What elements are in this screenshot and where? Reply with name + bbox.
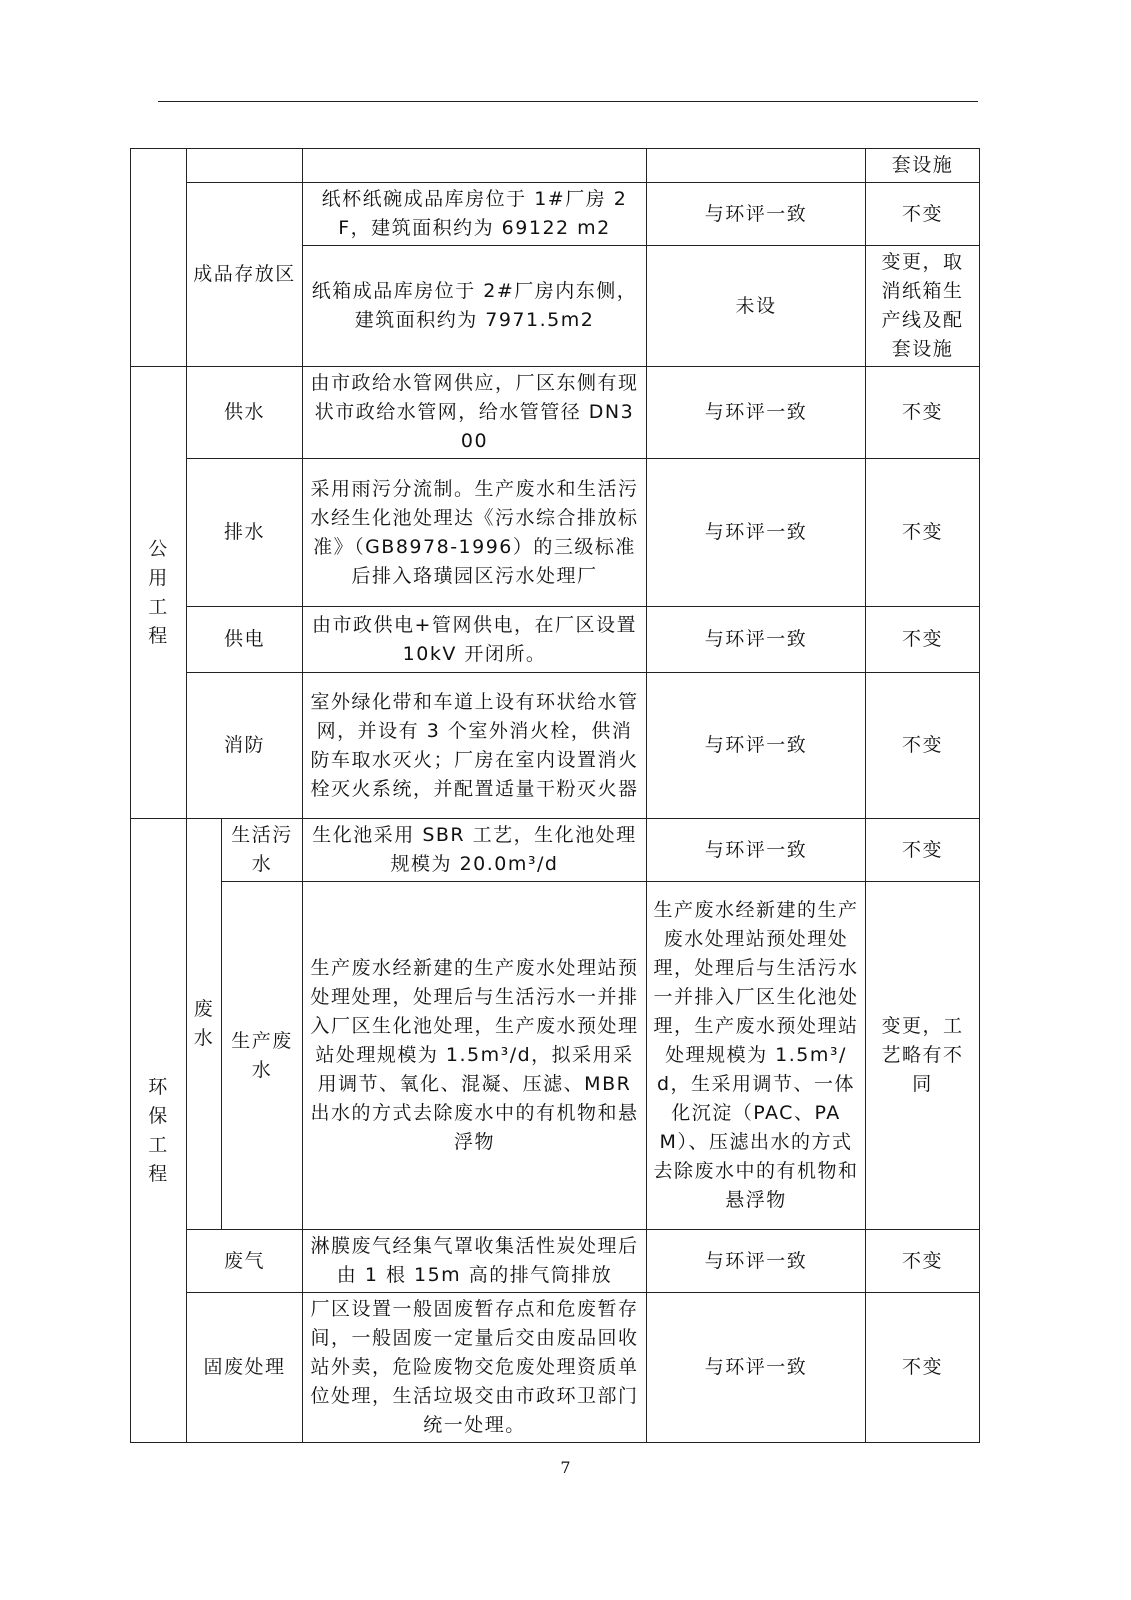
change-cell: 不变: [866, 367, 980, 459]
eia-content-cell: 纸杯纸碗成品库房位于 1#厂房 2F，建筑面积约为 69122 m2: [303, 183, 647, 246]
item-waste-gas: 废气: [187, 1230, 303, 1293]
actual-cell: 与环评一致: [647, 1230, 866, 1293]
change-cell: 不变: [866, 607, 980, 673]
actual-cell: 与环评一致: [647, 183, 866, 246]
actual-cell: 与环评一致: [647, 367, 866, 459]
project-comparison-table: [130, 148, 980, 1443]
actual-cell: 与环评一致: [647, 673, 866, 819]
storage-area-label: 成品存放区: [187, 183, 303, 367]
table-row: [131, 607, 980, 673]
table-row: [131, 819, 980, 882]
actual-cell: 未设: [647, 246, 866, 367]
eia-content-cell: 采用雨污分流制。生产废水和生活污水经生化池处理达《污水综合排放标准》（GB8978-1996）的三级标准后排入珞璜园区污水处理厂: [303, 459, 647, 607]
item-production-wastewater: 生产废水: [222, 882, 303, 1230]
category-env-protection: 环 保 工 程: [131, 819, 187, 1443]
category-public-works: 公 用 工 程: [131, 367, 187, 819]
table-row: [131, 1230, 980, 1293]
change-cell: 变更，工艺略有不同: [866, 882, 980, 1230]
eia-content-cell: 生化池采用 SBR 工艺，生化池处理规模为 20.0m³/d: [303, 819, 647, 882]
item-domestic-sewage: 生活污水: [222, 819, 303, 882]
item-cell: [187, 149, 303, 183]
eia-content-cell: 纸箱成品库房位于 2#厂房内东侧，建筑面积约为 7971.5m2: [303, 246, 647, 367]
eia-content-cell: 淋膜废气经集气罩收集活性炭处理后由 1 根 15m 高的排气筒排放: [303, 1230, 647, 1293]
item-power-supply: 供电: [187, 607, 303, 673]
item-solid-waste: 固废处理: [187, 1293, 303, 1443]
item-fire-protection: 消防: [187, 673, 303, 819]
table-row: [131, 149, 980, 183]
table-row: [131, 1293, 980, 1443]
category-cell: [131, 149, 187, 367]
change-cell: 不变: [866, 1230, 980, 1293]
table-row: [131, 367, 980, 459]
actual-cell: 生产废水经新建的生产废水处理站预处理处理，处理后与生活污水一并排入厂区生化池处理，生产废水预处理站处理规模为 1.5m³/d，生采用调节、一体化沉淀（PAC、PAM）、压滤出水的方式去除废水中的有机物和悬浮物: [647, 882, 866, 1230]
eia-content-cell: 由市政供电+管网供电，在厂区设置 10kV 开闭所。: [303, 607, 647, 673]
change-cell: 变更，取消纸箱生产线及配套设施: [866, 246, 980, 367]
eia-content-cell: [303, 149, 647, 183]
table-row: [131, 673, 980, 819]
actual-cell: [647, 149, 866, 183]
table-row: [131, 882, 980, 1230]
change-cell: 不变: [866, 673, 980, 819]
actual-cell: 与环评一致: [647, 459, 866, 607]
eia-content-cell: 厂区设置一般固废暂存点和危废暂存间，一般固废一定量后交由废品回收站外卖，危险废物交危废处理资质单位处理，生活垃圾交由市政环卫部门统一处理。: [303, 1293, 647, 1443]
change-cell: 不变: [866, 1293, 980, 1443]
wastewater-label: 废 水: [187, 819, 222, 1230]
item-water-supply: 供水: [187, 367, 303, 459]
page-number: 7: [560, 1458, 571, 1477]
change-cell: 不变: [866, 459, 980, 607]
actual-cell: 与环评一致: [647, 1293, 866, 1443]
table-row: [131, 183, 980, 246]
actual-cell: 与环评一致: [647, 819, 866, 882]
item-drainage: 排水: [187, 459, 303, 607]
eia-content-cell: 由市政给水管网供应，厂区东侧有现状市政给水管网，给水管管径 DN300: [303, 367, 647, 459]
change-cell: 不变: [866, 819, 980, 882]
change-cell: 套设施: [866, 149, 980, 183]
header-rule: [158, 101, 978, 102]
eia-content-cell: 室外绿化带和车道上设有环状给水管网，并设有 3 个室外消火栓，供消防车取水灭火；厂房在室内设置消火栓灭火系统，并配置适量干粉灭火器: [303, 673, 647, 819]
change-cell: 不变: [866, 183, 980, 246]
eia-content-cell: 生产废水经新建的生产废水处理站预处理处理，处理后与生活污水一并排入厂区生化池处理，生产废水预处理站处理规模为 1.5m³/d，拟采用采用调节、氧化、混凝、压滤、MBR 出水的方式去除废水中的有机物和悬浮物: [303, 882, 647, 1230]
table-row: [131, 459, 980, 607]
actual-cell: 与环评一致: [647, 607, 866, 673]
